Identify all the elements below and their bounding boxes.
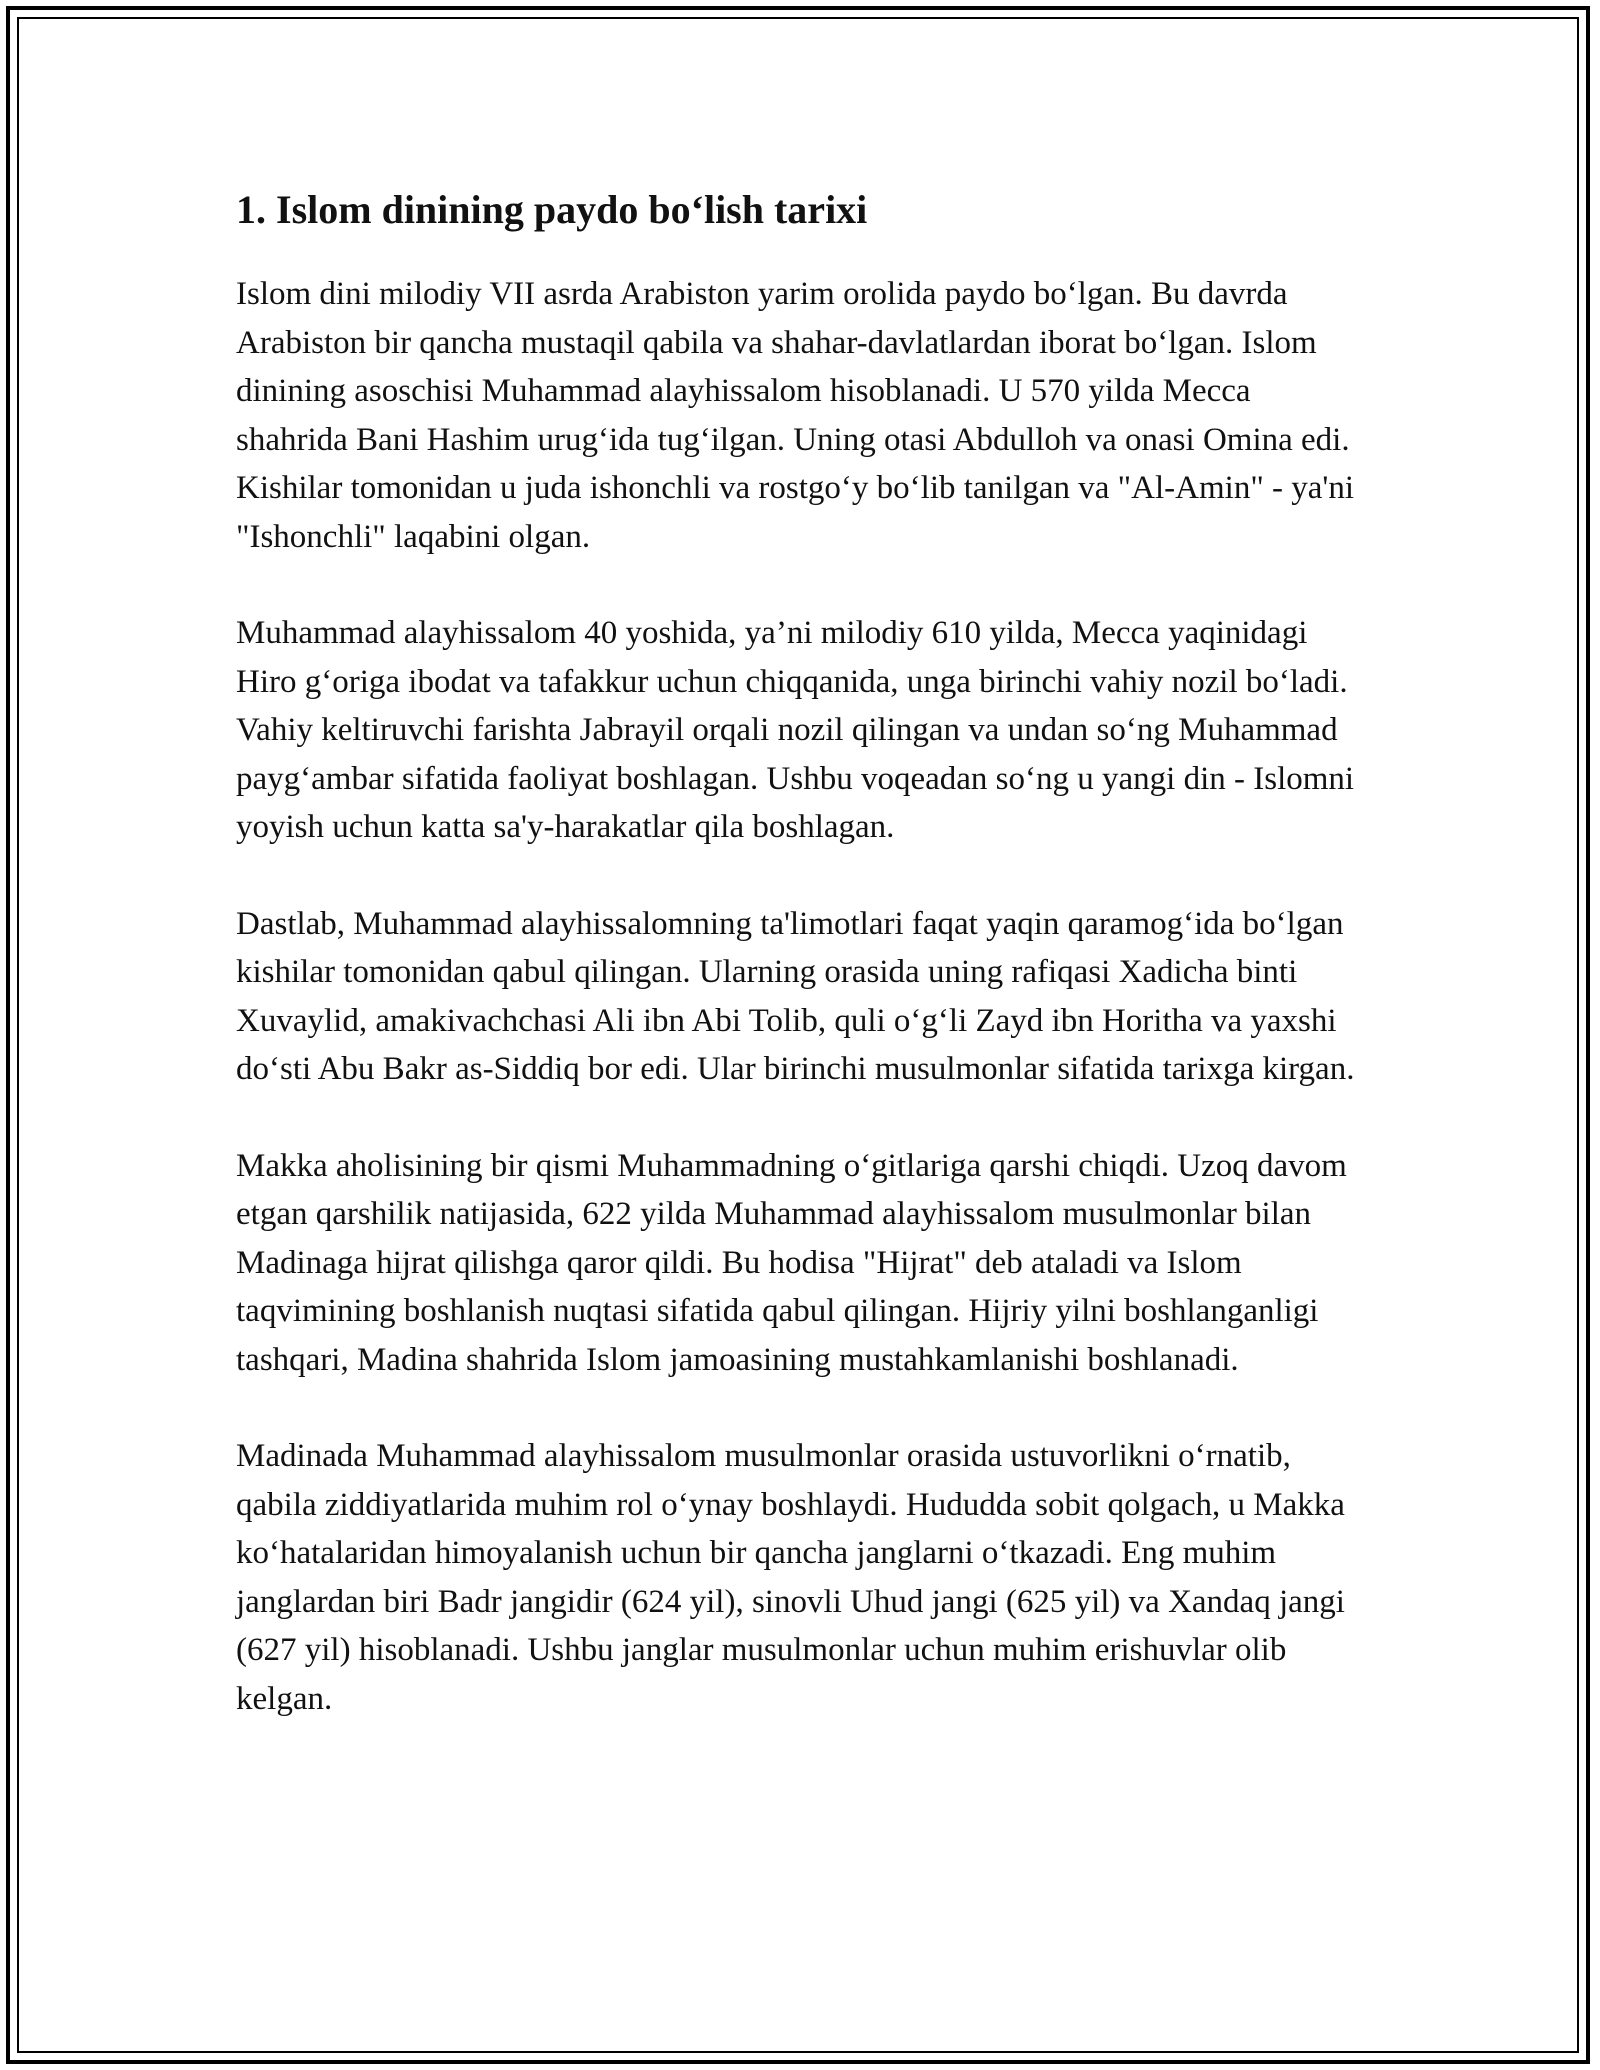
paragraph-3: Dastlab, Muhammad alayhissalomning ta'limotlari faqat yaqin qaramog‘ida bo‘lgan kishilar tomonidan qabul qilingan. Ularning orasida uning rafiqasi Xadicha binti Xuvaylid, amakivachchasi Ali ibn Abi Tolib, quli o‘g‘li Zayd ibn Horitha va yaxshi do‘sti Abu Bakr as-Siddiq bor edi. Ular birinchi musulmonlar sifatida tarixga kirgan. — [236, 905, 1355, 1087]
paragraph-4: Makka aholisining bir qismi Muhammadning o‘gitlariga qarshi chiqdi. Uzoq davom etgan qarshilik natijasida, 622 yilda Muhammad alayhissalom musulmonlar bilan Madinaga hijrat qilishga qaror qildi. Bu hodisa "Hijrat" deb ataladi va Islom taqvimining boshlanish nuqtasi sifatida qabul qilingan. Hijriy yilni boshlanganligi tashqari, Madina shahrida Islom jamoasining mustahkamlanishi boshlanadi. — [236, 1147, 1347, 1378]
paragraph-1: Islom dini milodiy VII asrda Arabiston yarim orolida paydo bo‘lgan. Bu davrda Arabiston bir qancha mustaqil qabila va shahar-davlatlardan iborat bo‘lgan. Islom dinining asoschisi Muhammad alayhissalom hisoblanadi. U 570 yilda Mecca shahrida Bani Hashim urug‘ida tug‘ilgan. Uning otasi Abdulloh va onasi Omina edi. Kishilar tomonidan u juda ishonchli va rostgo‘y bo‘lib tanilgan va "Al-Amin" - ya'ni "Ishonchli" laqabini olgan. — [236, 276, 1355, 555]
paragraph-5: Madinada Muhammad alayhissalom musulmonlar orasida ustuvorlikni o‘rnatib, qabila ziddiyatlarida muhim rol o‘ynay boshlaydi. Hududda sobit qolgach, u Makka ko‘hatalaridan himoyalanish uchun bir qancha janglarni o‘tkazadi. Eng muhim janglardan biri Badr jangidir (624 yil), sinovli Uhud jangi (625 yil) va Xandaq jangi (627 yil) hisoblanadi. Ushbu janglar musulmonlar uchun muhim erishuvlar olib kelgan. — [236, 1438, 1345, 1717]
document-body — [236, 186, 1366, 1771]
page-title: 1. Islom dinining paydo bo‘lish tarixi — [236, 187, 868, 232]
paragraph-2: Muhammad alayhissalom 40 yoshida, ya’ni milodiy 610 yilda, Mecca yaqinidagi Hiro g‘origa ibodat va tafakkur uchun chiqqanida, unga birinchi vahiy nozil bo‘ladi. Vahiy keltiruvchi farishta Jabrayil orqali nozil qilingan va undan so‘ng Muhammad payg‘ambar sifatida faoliyat boshlagan. Ushbu voqeadan so‘ng u yangi din - Islomni yoyish uchun katta sa'y-harakatlar qila boshlagan. — [236, 615, 1355, 845]
